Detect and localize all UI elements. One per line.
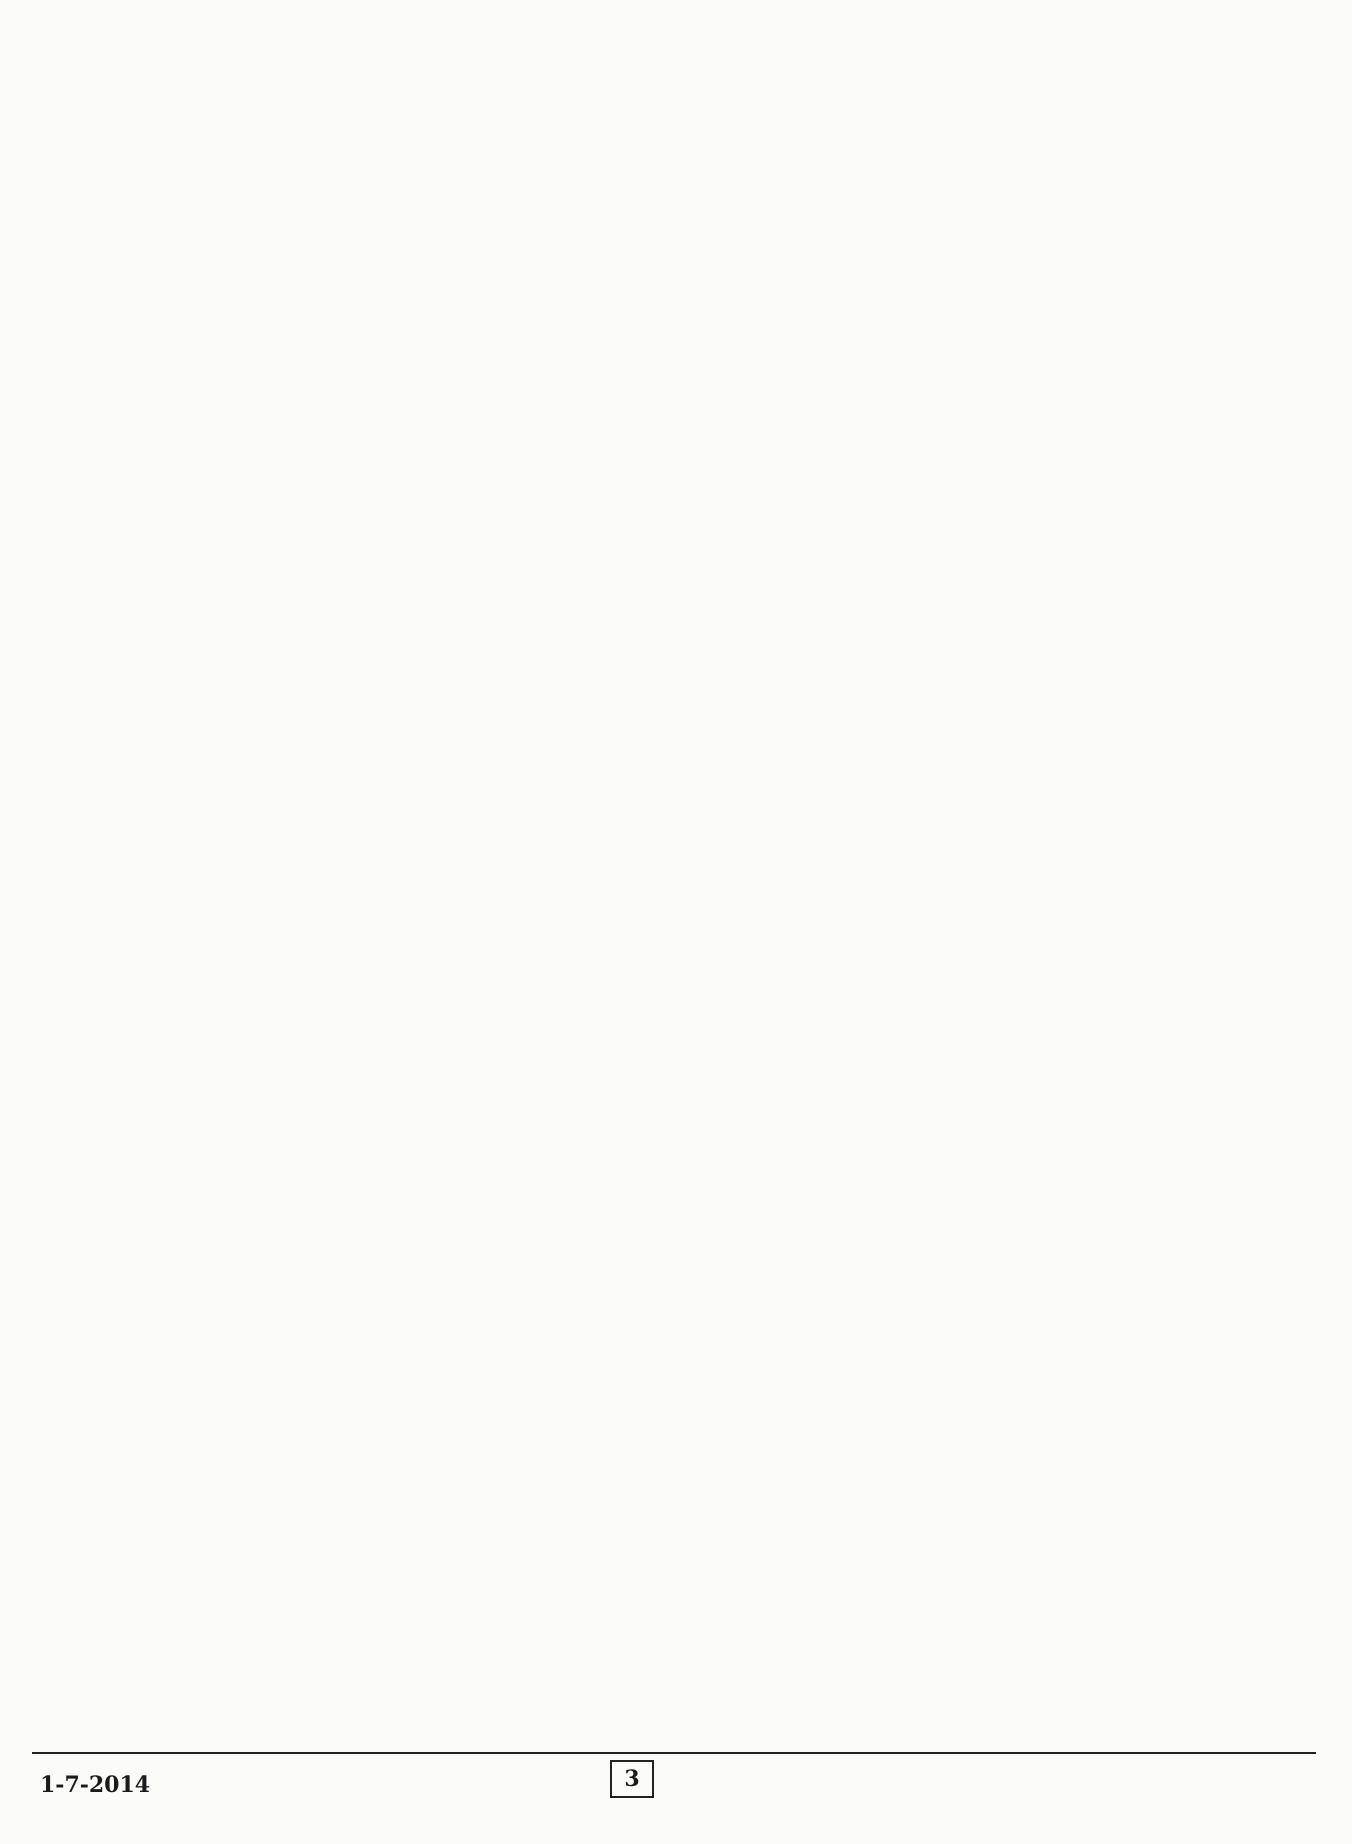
article-columns	[60, 78, 1282, 1738]
right-para-2	[692, 164, 1282, 201]
right-heading-1	[692, 121, 1282, 158]
page-number: 3	[610, 1760, 654, 1798]
left-para-3	[60, 250, 650, 287]
left-heading-2	[60, 207, 650, 244]
right-para-1	[692, 78, 1282, 115]
issue-date: 1-7-2014	[40, 1772, 151, 1798]
page-footer	[32, 1752, 1316, 1798]
left-heading-1	[60, 121, 650, 158]
left-para-2	[60, 164, 650, 201]
left-para-1	[60, 78, 650, 115]
left-column	[60, 78, 650, 1738]
right-column	[692, 78, 1282, 1738]
